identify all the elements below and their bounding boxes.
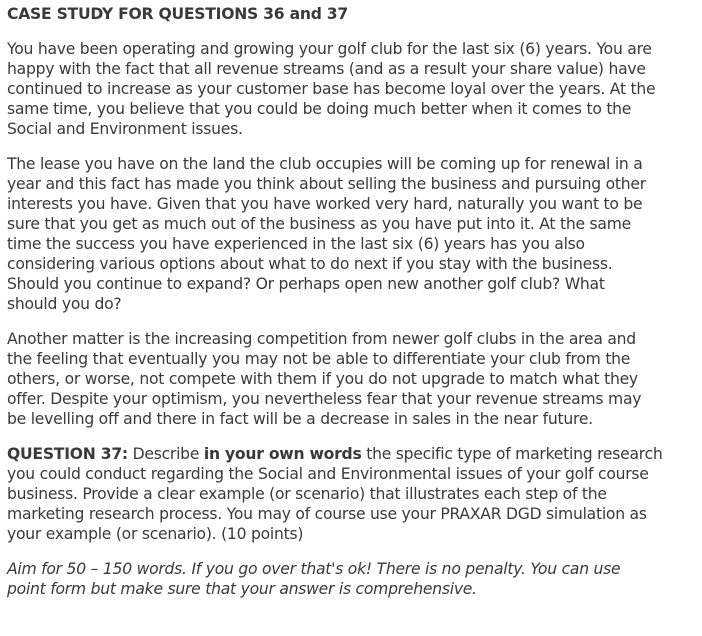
text-line: Another matter is the increasing competition from newer golf clubs in the area and [7, 330, 636, 348]
text-line: The lease you have on the land the club occupies will be coming up for renewal in a [7, 155, 643, 173]
paragraph-2 [7, 154, 697, 314]
paragraph-1 [7, 39, 697, 139]
text-line: you could conduct regarding the Social and Environmental issues of your golf course [7, 465, 649, 483]
text-line: interests you have. Given that you have worked very hard, naturally you want to be [7, 195, 643, 213]
question-emphasis: in your own words [203, 445, 362, 463]
text-line: marketing research process. You may of course use your PRAXAR DGD simulation as [7, 505, 647, 523]
text-line: year and this fact has made you think about selling the business and pursuing other [7, 175, 646, 193]
text-line: Aim for 50 – 150 words. If you go over that's ok! There is no penalty. You can use [7, 560, 621, 578]
text-line: considering various options about what to do next if you stay with the business. [7, 255, 613, 273]
text-line: others, or worse, not compete with them if you do not upgrade to match what they [7, 370, 638, 388]
text-line: Social and Environment issues. [7, 120, 243, 138]
paragraph-3 [7, 329, 697, 429]
text-line: time the success you have experienced in the last six (6) years has you also [7, 235, 585, 253]
text-line: happy with the fact that all revenue streams (and as a result your share value) have [7, 60, 646, 78]
document [7, 4, 697, 599]
text-line: You have been operating and growing your golf club for the last six (6) years. You are [7, 40, 652, 58]
text-line: business. Provide a clear example (or scenario) that illustrates each step of the [7, 485, 607, 503]
case-study-heading: CASE STUDY FOR QUESTIONS 36 and 37 [7, 5, 348, 23]
text-line: should you do? [7, 295, 122, 313]
text-line: Should you continue to expand? Or perhaps open new another golf club? What [7, 275, 605, 293]
text-line: continued to increase as your customer base has become loyal over the years. At the [7, 80, 656, 98]
question-first-line [7, 444, 697, 464]
text-line: same time, you believe that you could be doing much better when it comes to the [7, 100, 632, 118]
text-line: your example (or scenario). (10 points) [7, 525, 304, 543]
text-line: the feeling that eventually you may not be able to differentiate your club from the [7, 350, 631, 368]
text-line: sure that you get as much out of the business as you have put into it. At the same [7, 215, 631, 233]
question-intro: Describe [127, 445, 204, 463]
question-line1-rest: the specific type of marketing research [361, 445, 663, 463]
question-label: QUESTION 37: [7, 445, 128, 463]
text-line: point form but make sure that your answer is comprehensive. [7, 580, 477, 598]
text-line: offer. Despite your optimism, you nevertheless fear that your revenue streams may [7, 390, 642, 408]
text-line: be levelling off and there in fact will be a decrease in sales in the near future. [7, 410, 593, 428]
question-37 [7, 444, 697, 544]
word-count-note [7, 559, 697, 599]
